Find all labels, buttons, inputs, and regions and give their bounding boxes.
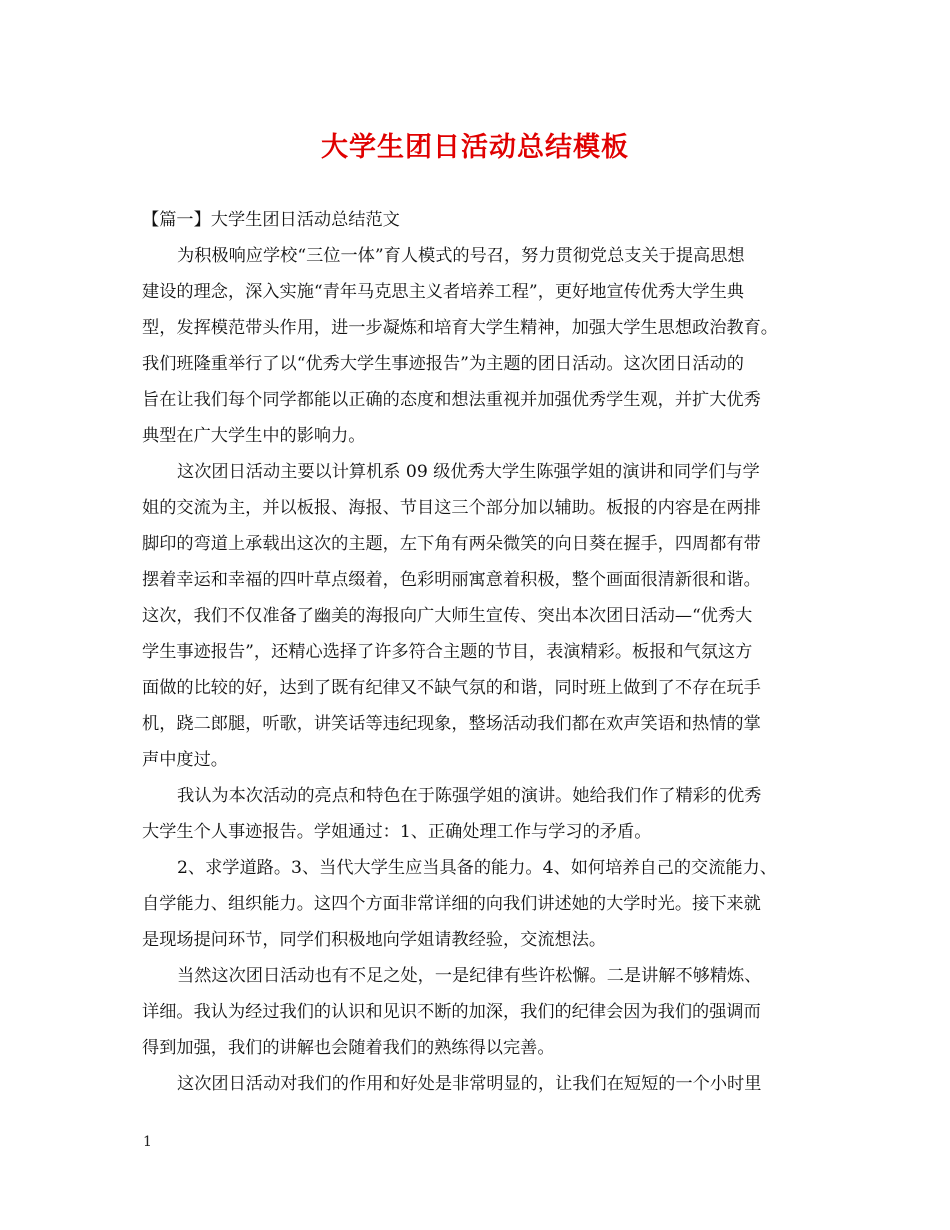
paragraph-line: 2、求学道路。3、当代大学生应当具备的能力。4、如何培养自己的交流能力、: [177, 858, 777, 878]
paragraph-line: 面做的比较的好，达到了既有纪律又不缺气氛的和谐，同时班上做到了不存在玩手: [142, 678, 761, 698]
paragraph-line: 脚印的弯道上承载出这次的主题，左下角有两朵微笑的向日葵在握手，四周都有带: [142, 534, 761, 554]
paragraph-line: 这次，我们不仅准备了幽美的海报向广大师生宣传、突出本次团日活动—“优秀大: [142, 606, 753, 626]
paragraph-line: 机，跷二郎腿，听歌，讲笑话等违纪现象，整场活动我们都在欢声笑语和热情的掌: [142, 714, 761, 734]
paragraph-line: 详细。我认为经过我们的认识和见识不断的加深，我们的纪律会因为我们的强调而: [142, 1002, 761, 1022]
paragraph-line: 声中度过。: [142, 750, 228, 770]
paragraph-line: 建设的理念，深入实施“青年马克思主义者培养工程”，更好地宣传优秀大学生典: [142, 282, 744, 302]
paragraph-line: 型，发挥模范带头作用，进一步凝炼和培育大学生精神，加强大学生思想政治教育。: [142, 318, 778, 338]
paragraph-line: 当然这次团日活动也有不足之处，一是纪律有些许松懈。二是讲解不够精炼、: [177, 966, 762, 986]
paragraph-line: 得到加强，我们的讲解也会随着我们的熟练得以完善。: [142, 1038, 555, 1058]
paragraph-line: 典型在广大学生中的影响力。: [142, 426, 366, 446]
paragraph-line: 大学生个人事迹报告。学姐通过：1、正确处理工作与学习的矛盾。: [142, 822, 652, 842]
section-heading: 【篇一】大学生团日活动总结范文: [142, 210, 400, 230]
document-body: [142, 202, 818, 1102]
paragraph-line: 我们班隆重举行了以“优秀大学生事迹报告”为主题的团日活动。这次团日活动的: [142, 354, 744, 374]
paragraph-line: 学生事迹报告”，还精心选择了许多符合主题的节目，表演精彩。板报和气氛这方: [142, 642, 753, 662]
paragraph-line: 这次团日活动主要以计算机系 09 级优秀大学生陈强学姐的演讲和同学们与学: [177, 462, 760, 482]
page-number: 1: [143, 1134, 152, 1150]
paragraph-line: 我认为本次活动的亮点和特色在于陈强学姐的演讲。她给我们作了精彩的优秀: [177, 786, 762, 806]
paragraph-line: 摆着幸运和幸福的四叶草点缀着，色彩明丽寓意着积极，整个画面很清新很和谐。: [142, 570, 761, 590]
paragraph-line: 为积极响应学校“三位一体”育人模式的号召，努力贯彻党总支关于提高思想: [177, 246, 745, 266]
paragraph-line: 姐的交流为主，并以板报、海报、节目这三个部分加以辅助。板报的内容是在两排: [142, 498, 761, 518]
paragraph-line: 是现场提问环节，同学们积极地向学姐请教经验，交流想法。: [142, 930, 607, 950]
page-title: 大学生团日活动总结模板: [321, 132, 629, 163]
paragraph-line: 自学能力、组织能力。这四个方面非常详细的向我们讲述她的大学时光。接下来就: [142, 894, 761, 914]
paragraph-line: 这次团日活动对我们的作用和好处是非常明显的，让我们在短短的一个小时里: [177, 1074, 762, 1094]
paragraph-line: 旨在让我们每个同学都能以正确的态度和想法重视并加强优秀学生观，并扩大优秀: [142, 390, 761, 410]
